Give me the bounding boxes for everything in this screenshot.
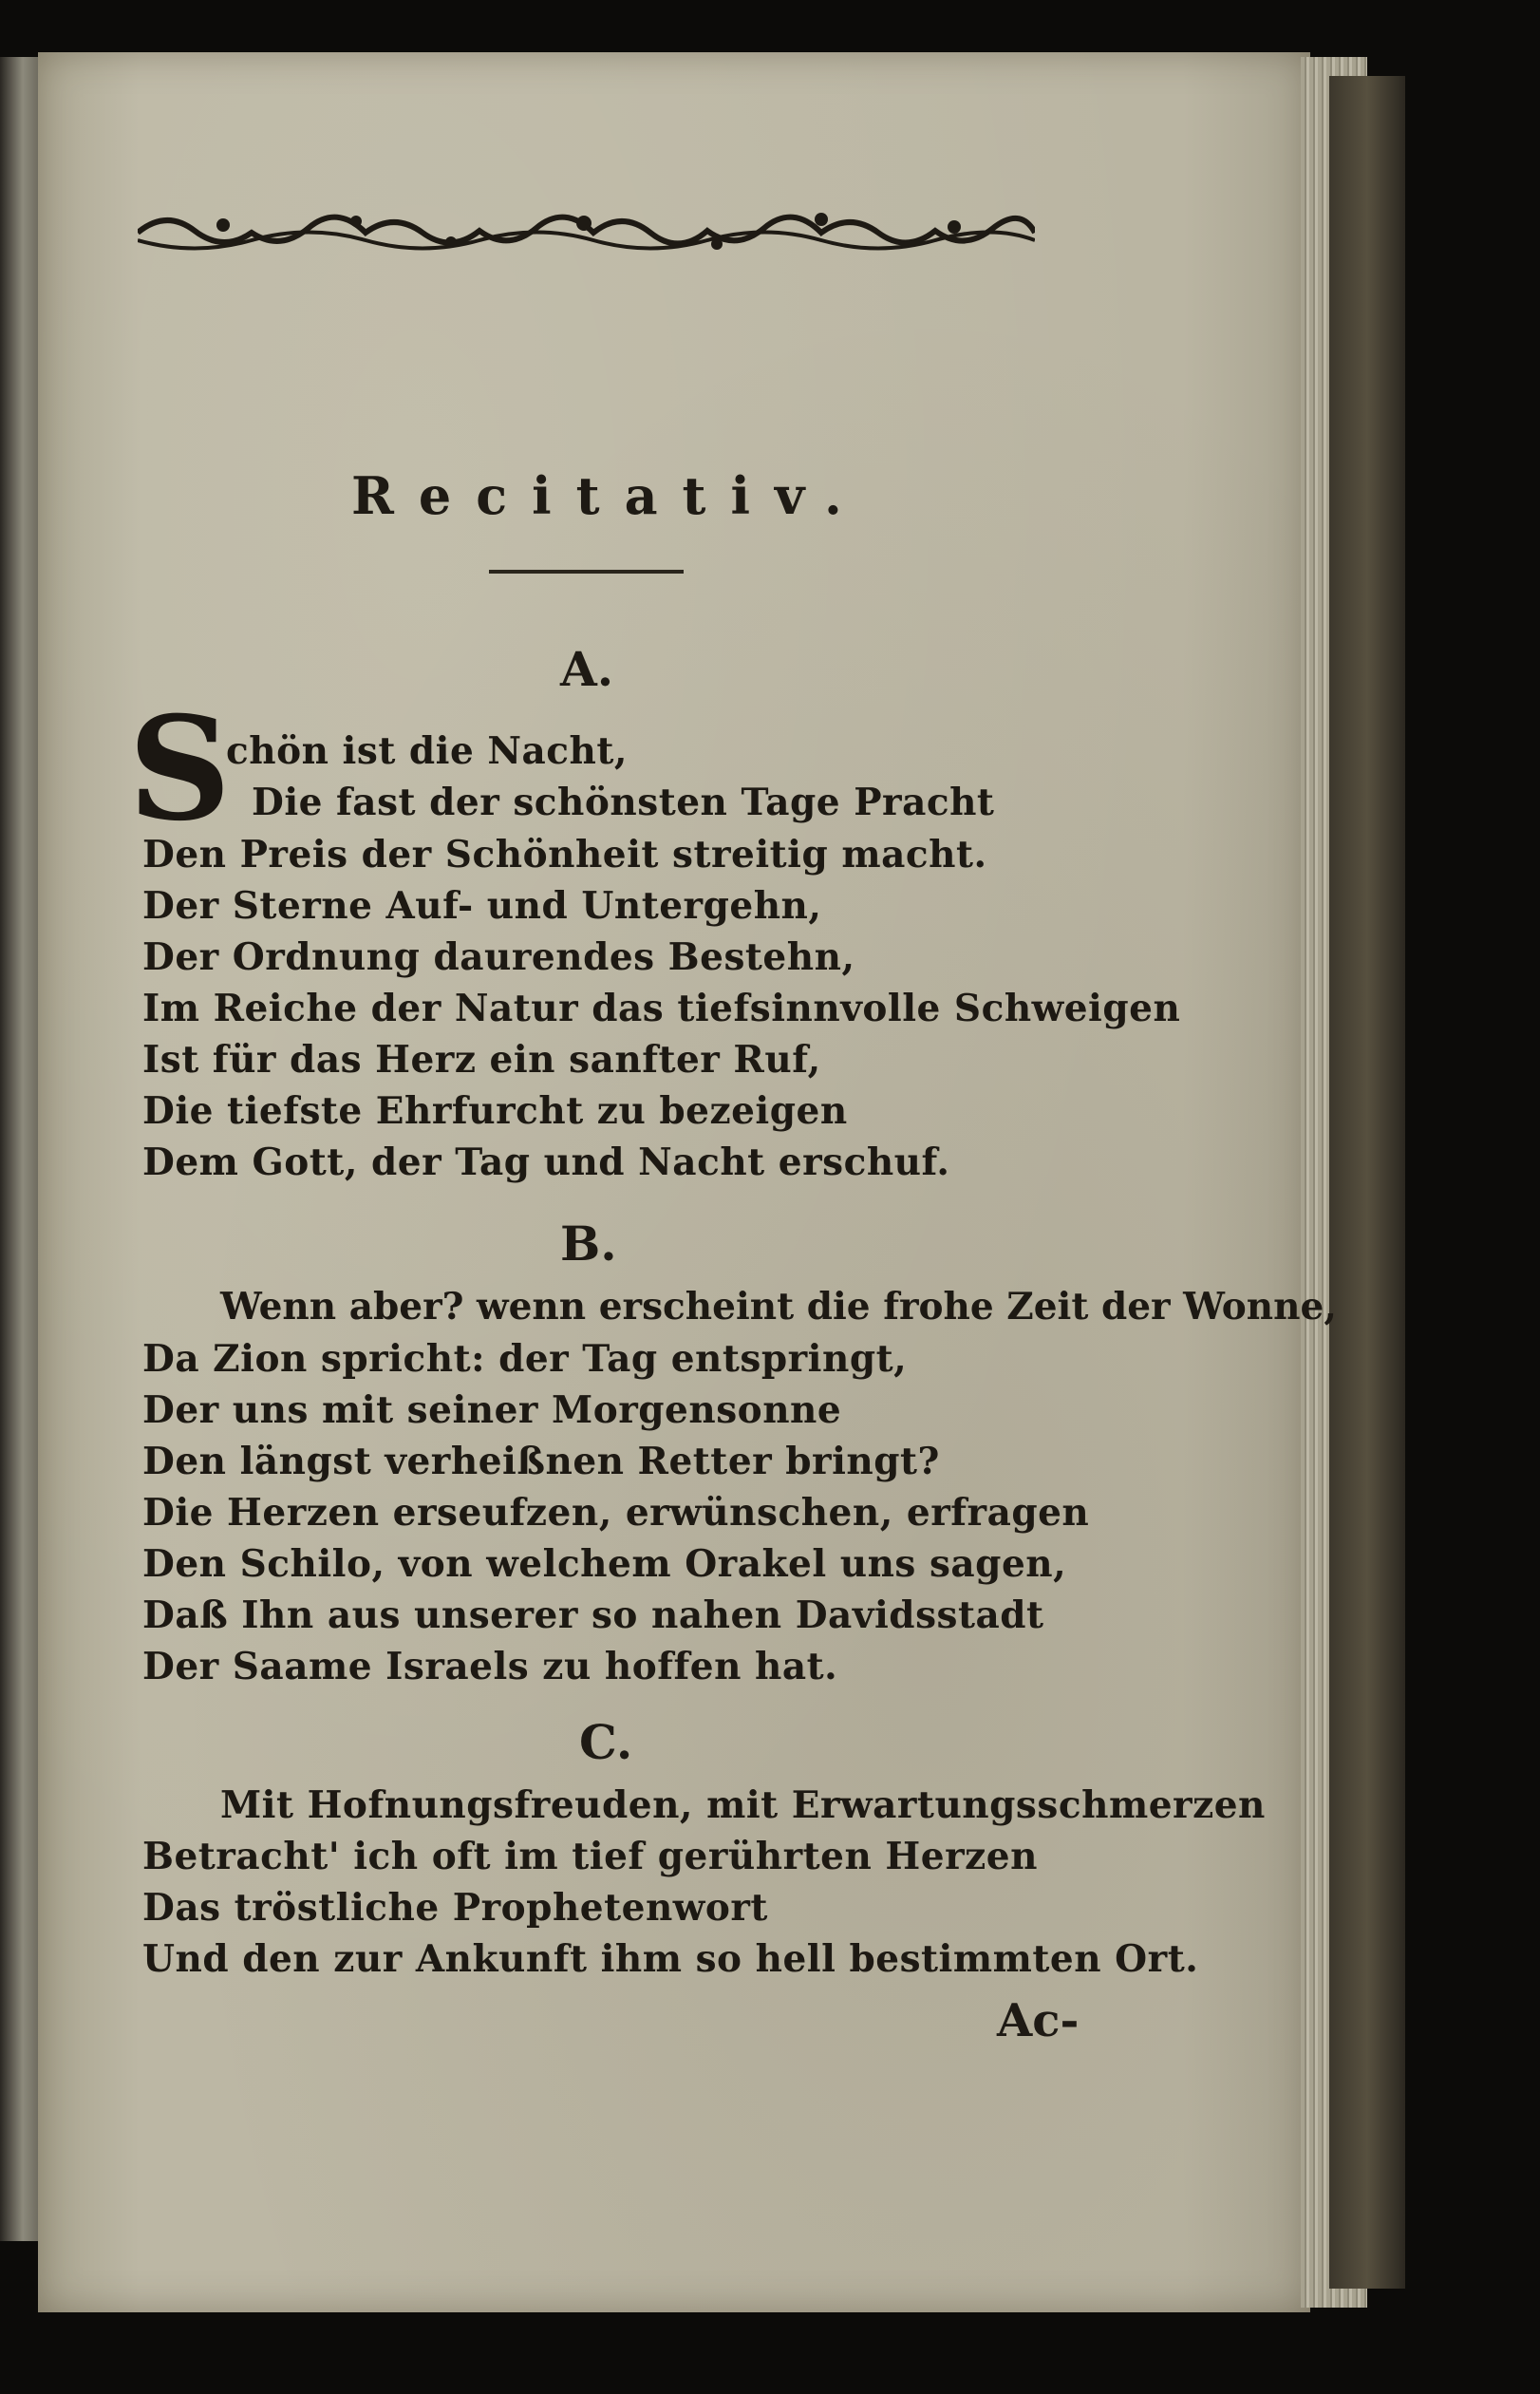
verse-line: Dem Gott, der Tag und Nacht erschuf. (142, 1140, 950, 1184)
drop-cap: S (128, 686, 232, 853)
verse-line: Der uns mit seiner Morgensonne (142, 1388, 842, 1432)
section-marker-a: A. (560, 641, 614, 697)
section-marker-b: B. (560, 1216, 617, 1272)
verse-line: Und den zur Ankunft ihm so hell bestimmten Ort. (142, 1937, 1199, 1981)
verse-line: Betracht' ich oft im tief gerührten Herzen (142, 1835, 1038, 1878)
verse-line: Im Reiche der Natur das tiefsinnvolle Schweigen (142, 987, 1181, 1030)
verse-line: Wenn aber? wenn erscheint die frohe Zeit der Wonne, (220, 1285, 1337, 1329)
verse-line: Daß Ihn aus unserer so nahen Davidsstadt (142, 1593, 1044, 1637)
verse-line: Mit Hofnungsfreuden, mit Erwartungsschmerzen (220, 1783, 1266, 1827)
verse-line: Der Sterne Auf- und Untergehn, (142, 884, 822, 928)
verse-line: Der Saame Israels zu hoffen hat. (142, 1645, 838, 1688)
page-title: Recitativ. (351, 465, 867, 526)
title-rule (489, 570, 684, 574)
verse-line: chön ist die Nacht, (226, 729, 628, 773)
verse-line: Das tröstliche Prophetenwort (142, 1886, 768, 1930)
verse-line: Ist für das Herz ein sanfter Ruf, (142, 1038, 821, 1082)
verse-line: Die fast der schönsten Tage Pracht (252, 781, 995, 824)
verse-line: Den Schilo, von welchem Orakel uns sagen, (142, 1542, 1067, 1586)
ornament-band (138, 204, 1035, 261)
verse-line: Den Preis der Schönheit streitig macht. (142, 833, 987, 877)
section-marker-c: C. (579, 1714, 633, 1770)
book-spine (1329, 76, 1405, 2289)
verse-line: Der Ordnung daurendes Bestehn, (142, 935, 855, 979)
catchword: Ac- (997, 1994, 1080, 2047)
verse-line: Den längst verheißnen Retter bringt? (142, 1440, 940, 1483)
left-page-edge (0, 57, 38, 2241)
verse-line: Die Herzen erseufzen, erwünschen, erfragen (142, 1491, 1090, 1535)
verse-line: Da Zion spricht: der Tag entspringt, (142, 1337, 908, 1381)
verse-line: Die tiefste Ehrfurcht zu bezeigen (142, 1089, 848, 1133)
